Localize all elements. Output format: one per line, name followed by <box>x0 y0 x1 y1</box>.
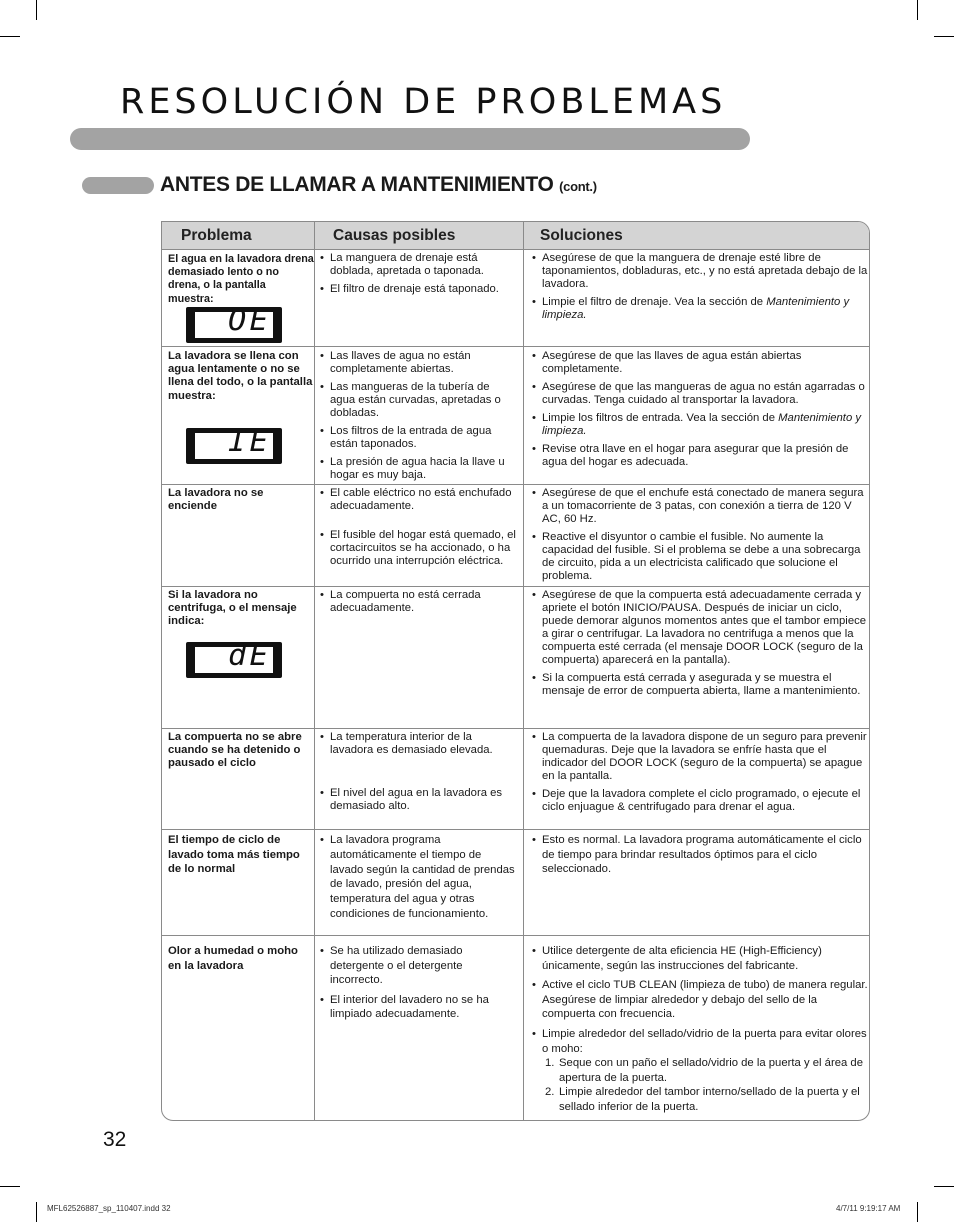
footer-file-info: MFL62526887_sp_110407.indd 32 <box>47 1204 171 1213</box>
cause-item: • La temperatura interior de la lavadora es demasiado elevada. <box>318 731 516 757</box>
solution-text: Limpie el filtro de drenaje. Vea la sección de <box>542 296 767 308</box>
row-divider <box>162 829 869 830</box>
table-header <box>162 222 869 250</box>
display-indicator <box>186 303 282 343</box>
solution-item: • Esto es normal. La lavadora programa automáticamente el ciclo de tiempo para brindar resultados óptimos para el ciclo seleccionado. <box>530 833 868 877</box>
footer-timestamp: 4/7/11 9:19:17 AM <box>836 1204 901 1213</box>
solutions-cell <box>530 589 868 703</box>
solution-item: • Si la compuerta está cerrada y asegurada y se muestra el mensaje de error de compuerta abierta, llame a mantenimiento. <box>530 672 868 698</box>
step-text: Limpie alrededor del tambor interno/sellado de la puerta y el sellado inferior de la puerta. <box>559 1086 860 1113</box>
row-divider <box>162 586 869 587</box>
problem-cell: Si la lavadora no centrifuga, o el mensaje indica: <box>168 589 297 628</box>
step-text: Seque con un paño el sellado/vidrio de la puerta y el área de apertura de la puerta. <box>559 1057 863 1084</box>
display-indicator <box>186 638 282 678</box>
section-decor-pill <box>82 177 154 194</box>
solution-step <box>542 1056 868 1085</box>
section-title-suffix: (cont.) <box>559 179 597 194</box>
solution-item: • Asegúrese de que el enchufe está conectado de manera segura a un tomacorriente de 3 patas, con conexión a tierra de 120 V AC, 60 Hz. <box>530 487 868 526</box>
solution-item: • Asegúrese de que la manguera de drenaje esté libre de taponamientos, dobladuras, etc., y no está apretada debajo de la lavadora. <box>530 252 868 291</box>
cause-item: • Las llaves de agua no están completamente abiertas. <box>318 350 516 376</box>
column-divider <box>523 222 524 1120</box>
crop-mark <box>917 1202 918 1222</box>
header-problem: Problema <box>181 227 252 244</box>
troubleshooting-table <box>161 221 870 1121</box>
causes-cell <box>318 252 516 301</box>
step-number: 1. <box>545 1057 555 1070</box>
solution-step <box>542 1085 868 1114</box>
causes-cell <box>318 487 516 573</box>
problem-cell: Olor a humedad o moho en la lavadora <box>168 945 298 972</box>
crop-mark <box>36 0 37 20</box>
solution-item: • Asegúrese de que la compuerta está adecuadamente cerrada y apriete el botón INICIO/PAUSA. Después de iniciar un ciclo, puede demorar algunos momentos antes que el tambor empiece a girar o centrifugar. La lavadora no centrifuga a menos que la compuerta esté cerrada (el mensaje DOOR LOCK (seguro de la compuerta) aparecerá en la pantalla). <box>530 589 868 667</box>
display-indicator <box>186 424 282 464</box>
column-divider <box>314 222 315 1120</box>
solutions-cell <box>530 350 868 474</box>
row-divider <box>162 728 869 729</box>
solution-item: • Revise otra llave en el hogar para asegurar que la presión de agua del hogar es adecuada. <box>530 443 868 469</box>
row-divider <box>162 346 869 347</box>
solution-reference: Mantenimiento y limpieza. <box>542 412 862 437</box>
causes-cell <box>318 833 516 927</box>
crop-mark <box>36 1202 37 1222</box>
display-code: IE <box>228 424 272 458</box>
cause-item: • Se ha utilizado demasiado detergente o el detergente incorrecto. <box>318 944 516 988</box>
cause-item: • El interior del lavadero no se ha limpiado adecuadamente. <box>318 993 516 1022</box>
cause-item: • El filtro de drenaje está taponado. <box>318 283 516 296</box>
problem-cell: La lavadora se llena con agua lentamente o no se llena del todo, o la pantalla muestra: <box>168 350 313 402</box>
solutions-cell <box>530 487 868 588</box>
step-number: 2. <box>545 1086 555 1099</box>
solution-item: • Asegúrese de que las mangueras de agua no están agarradas o curvadas. Tenga cuidado al transportar la lavadora. <box>530 381 868 407</box>
row-divider <box>162 935 869 936</box>
crop-mark <box>0 36 20 37</box>
cause-item: • La manguera de drenaje está doblada, apretada o taponada. <box>318 252 516 278</box>
solutions-cell <box>530 833 868 882</box>
solution-item: • Deje que la lavadora complete el ciclo programado, o ejecute el ciclo enjuague & centrifugado para drenar el agua. <box>530 788 868 814</box>
solution-item: • Limpie alrededor del sellado/vidrio de la puerta para evitar olores o moho: <box>530 1027 868 1056</box>
solutions-cell <box>530 944 868 1115</box>
causes-cell <box>318 944 516 1027</box>
section-title-text: ANTES DE LLAMAR A MANTENIMIENTO <box>160 173 554 196</box>
solution-item <box>530 412 868 438</box>
cause-item: • Las mangueras de la tubería de agua están curvadas, apretadas o dobladas. <box>318 381 516 420</box>
cause-item: • El fusible del hogar está quemado, el cortacircuitos se ha accionado, o ha ocurrido una interrupción eléctrica. <box>318 529 516 568</box>
section-title <box>160 173 597 197</box>
causes-cell <box>318 350 516 487</box>
solution-item: • La compuerta de la lavadora dispone de un seguro para prevenir quemaduras. Deje que la lavadora se enfríe hasta que el indicador del DOOR LOCK (seguro de la compuerta) se apague en la pantalla. <box>530 731 868 783</box>
cause-item: • La lavadora programa automáticamente el tiempo de lavado según la cantidad de prendas de lavado, presión del agua, temperatura del agua y otras condiciones de funcionamiento. <box>318 833 516 922</box>
problem-cell: El tiempo de ciclo de lavado toma más tiempo de lo normal <box>168 834 300 875</box>
crop-mark <box>934 36 954 37</box>
cause-item: • Los filtros de la entrada de agua están taponados. <box>318 425 516 451</box>
cause-item: • La compuerta no está cerrada adecuadamente. <box>318 589 516 615</box>
crop-mark <box>0 1186 20 1187</box>
solution-item: • Reactive el disyuntor o cambie el fusible. No aumente la capacidad del fusible. Si el problema se debe a una sobrecarga de circuito, pida a un electricista calificado que solucione el problema. <box>530 531 868 583</box>
solutions-cell <box>530 731 868 819</box>
problem-cell: El agua en la lavadora drena demasiado lento o no drena, o la pantalla muestra: <box>168 253 314 305</box>
causes-cell <box>318 589 516 620</box>
problem-cell: La compuerta no se abre cuando se ha detenido o pausado el ciclo <box>168 731 302 770</box>
solution-item <box>530 296 868 322</box>
crop-mark <box>917 0 918 20</box>
page-number: 32 <box>103 1128 127 1151</box>
crop-mark <box>934 1186 954 1187</box>
solution-item: • Asegúrese de que las llaves de agua están abiertas completamente. <box>530 350 868 376</box>
row-divider <box>162 484 869 485</box>
causes-cell <box>318 731 516 818</box>
display-code: dE <box>228 638 272 672</box>
header-solutions: Soluciones <box>540 227 623 244</box>
cause-item: • El cable eléctrico no está enchufado adecuadamente. <box>318 487 516 513</box>
solution-steps <box>530 1056 868 1114</box>
solutions-cell <box>530 252 868 327</box>
solution-text: Limpie los filtros de entrada. Vea la sección de <box>542 412 779 424</box>
cause-item: • El nivel del agua en la lavadora es demasiado alto. <box>318 787 516 813</box>
solution-item: • Active el ciclo TUB CLEAN (limpieza de tubo) de manera regular. Asegúrese de limpiar alrededor y debajo del sello de la compuerta con frecuencia. <box>530 978 868 1022</box>
display-code: OE <box>228 303 272 337</box>
cause-item: • La presión de agua hacia la llave u hogar es muy baja. <box>318 456 516 482</box>
solution-reference: Mantenimiento y limpieza. <box>542 296 850 321</box>
header-causes: Causas posibles <box>333 227 456 244</box>
page-title: RESOLUCIÓN DE PROBLEMAS <box>120 82 727 122</box>
problem-cell: La lavadora no se enciende <box>168 487 264 513</box>
title-decor-bar <box>70 128 750 150</box>
solution-item: • Utilice detergente de alta eficiencia HE (High-Efficiency) únicamente, según las instrucciones del fabricante. <box>530 944 868 973</box>
